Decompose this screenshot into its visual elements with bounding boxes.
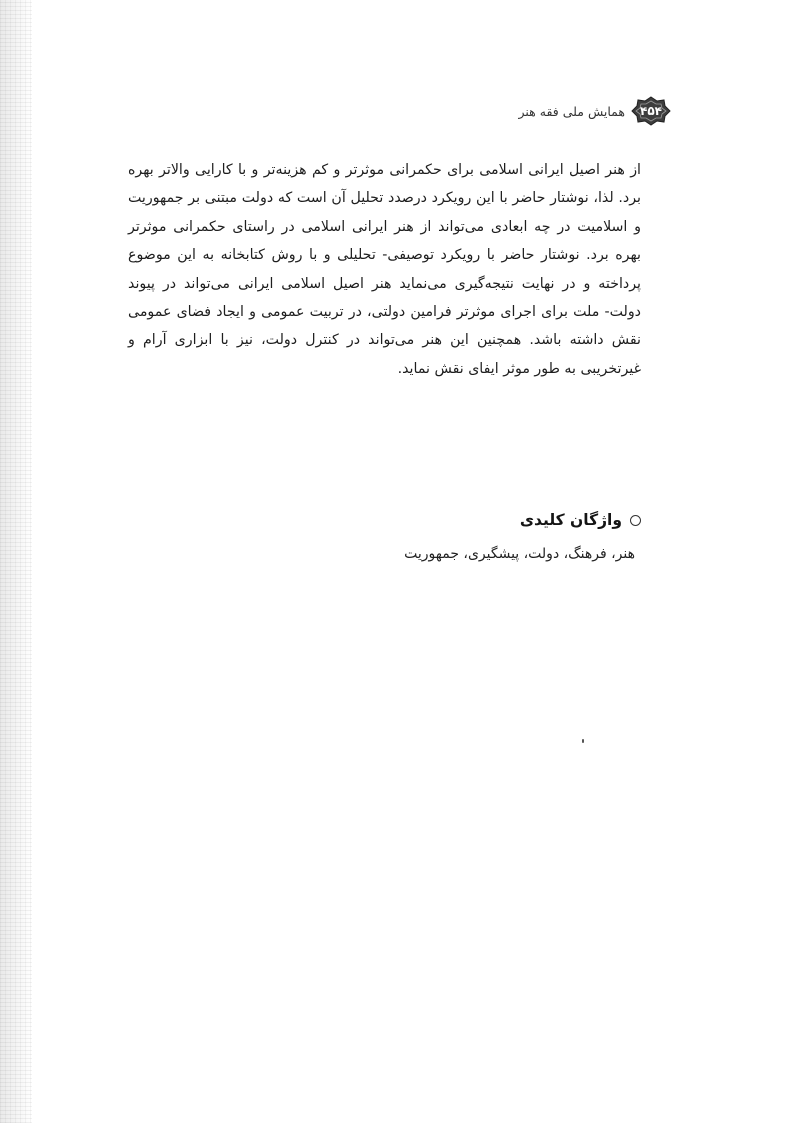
- abstract-paragraph: از هنر اصیل ایرانی اسلامی برای حکمرانی موثرتر و کم هزینه‌تر و با کارایی والاتر بهره برد. لذا، نوشتار حاضر با این رویکرد درصدد تحلیل آن است که دولت مبتنی بر جمهوریت و اسلامیت در چه ابعادی می‌تواند از هنر ایرانی اسلامی در راستای حکمرانی موثرتر بهره برد. نوشتار حاضر با رویکرد توصیفی- تحلیلی و با روش کتابخانه به این موضوع پرداخته و در نهایت نتیجه‌گیری می‌نماید هنر اصیل اسلامی ایرانی می‌تواند در پیوند دولت- ملت برای اجرای موثرتر فرامین دولتی، در تربیت عمومی و ایجاد فضای عمومی نقش داشته باشد. همچنین این هنر می‌تواند در کنترل دولت، نیز با ابزاری آرام و غیرتخریبی به طور موثر ایفای نقش نماید.: [128, 162, 641, 377]
- keywords-list: هنر، فرهنگ، دولت، پیشگیری، جمهوریت: [404, 546, 635, 562]
- keywords-title: واژگان کلیدی: [519, 511, 622, 529]
- scan-speck: [582, 739, 584, 743]
- circle-bullet-icon: [630, 515, 641, 526]
- page-header: [519, 96, 671, 126]
- page-number-badge: [631, 96, 671, 126]
- scan-edge-shadow: [0, 0, 32, 1123]
- keywords-heading: [181, 505, 641, 535]
- keywords-section: [181, 505, 641, 569]
- running-title: همایش ملی فقه هنر: [518, 103, 625, 119]
- page-number: ۴۵۴: [640, 104, 662, 118]
